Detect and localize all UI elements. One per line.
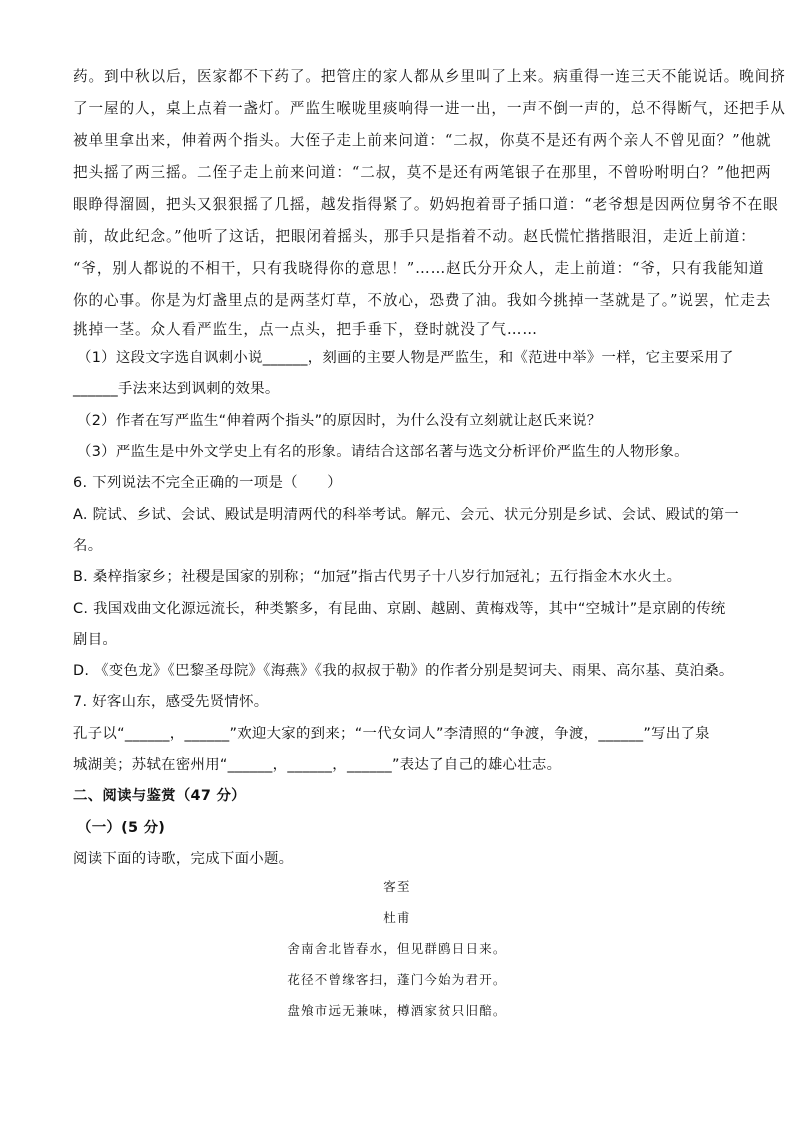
question-1-line-2: ______手法来达到讽刺的效果。 — [73, 381, 280, 397]
passage-line-1: 药。到中秋以后，医家都不下药了。把管庄的家人都从乡里叫了上来。病重得一连三天不能说话。晚间挤 — [73, 68, 786, 85]
reading-instruction: 阅读下面的诗歌，完成下面小题。 — [73, 851, 294, 867]
section-2-heading: 二、阅读与鉴赏（47 分） — [73, 788, 246, 804]
question-6-option-a-line-1: A. 院试、乡试、会试、殿试是明清两代的科举考试。解元、会元、状元分别是乡试、会试、殿试的第一 — [73, 507, 740, 523]
passage-line-3: 被单里拿出来，伸着两个指头。大侄子走上前来问道：“二叔，你莫不是还有两个亲人不曾见面？”他就 — [73, 132, 772, 149]
question-7-line-1: 孔子以“______，______”欢迎大家的到来；“一代女词人”李清照的“争渡，争渡，______”写出了泉 — [73, 726, 710, 742]
section-2-subheading: （一）(5 分) — [77, 820, 166, 836]
question-7-stem: 7. 好客山东，感受先贤情怀。 — [73, 694, 269, 710]
question-7-line-2: 城湖美；苏轼在密州用“______，______，______”表达了自己的雄心壮志。 — [73, 757, 562, 773]
poem-line-2: 花径不曾缘客扫，蓬门今始为君开。 — [287, 972, 507, 987]
question-6-option-d: D. 《变色龙》《巴黎圣母院》《海燕》《我的叔叔于勒》的作者分别是契诃夫、雨果、高尔基、莫泊桑。 — [73, 663, 734, 679]
passage-line-7: “爷，别人都说的不相干，只有我晓得你的意思！”……赵氏分开众人，走上前道：“爷，只有我能知道 — [73, 260, 765, 277]
question-6-option-a-line-2: 名。 — [73, 538, 103, 554]
question-6-option-c-line-2: 剧目。 — [73, 632, 118, 648]
passage-line-4: 把头摇了两三摇。二侄子走上前来问道：“二叔，莫不是还有两笔银子在那里，不曾吩咐明白？”他把两 — [73, 164, 772, 181]
question-6-option-c-line-1: C. 我国戏曲文化源远流长，种类繁多，有昆曲、京剧、越剧、黄梅戏等，其中“空城计”是京剧的传统 — [73, 601, 726, 617]
passage-line-5: 眼睁得溜圆，把头又狠狠摇了几摇，越发指得紧了。奶妈抱着哥子插口道：“老爷想是因两位舅爷不在眼 — [73, 196, 779, 213]
passage-line-8: 你的心事。你是为灯盏里点的是两茎灯草，不放心，恐费了油。我如今挑掉一茎就是了。”说罢，忙走去 — [73, 292, 772, 309]
passage-line-6: 前，故此纪念。”他听了这话，把眼闭着摇头，那手只是指着不动。赵氏慌忙揩揩眼泪，走近上前道： — [73, 228, 756, 245]
poem-author: 杜甫 — [383, 910, 411, 925]
question-2: （2）作者在写严监生“伸着两个指头”的原因时，为什么没有立刻就让赵氏来说？ — [77, 413, 602, 429]
question-6-stem: 6. 下列说法不完全正确的一项是（ ） — [73, 475, 342, 491]
poem-line-3: 盘飧市远无兼味，樽酒家贫只旧醅。 — [287, 1003, 507, 1018]
question-3: （3）严监生是中外文学史上有名的形象。请结合这部名著与选文分析评价严监生的人物形象。 — [77, 444, 689, 460]
poem-title: 客至 — [383, 879, 411, 894]
question-6-option-b: B. 桑梓指家乡；社稷是国家的别称；“加冠”指古代男子十八岁行加冠礼；五行指金木水火土。 — [73, 569, 682, 585]
passage-line-9: 挑掉一茎。众人看严监生，点一点头，把手垂下，登时就没了气…… — [73, 321, 538, 338]
question-1-line-1: （1）这段文字选自讽刺小说______，刻画的主要人物是严监生，和《范进中举》一样，它主要采用了 — [77, 350, 734, 366]
poem-line-1: 舍南舍北皆春水，但见群鸥日日来。 — [287, 941, 507, 956]
passage-line-2: 了一屋的人，桌上点着一盏灯。严监生喉咙里痰响得一进一出，一声不倒一声的，总不得断气，还把手从 — [73, 100, 786, 117]
